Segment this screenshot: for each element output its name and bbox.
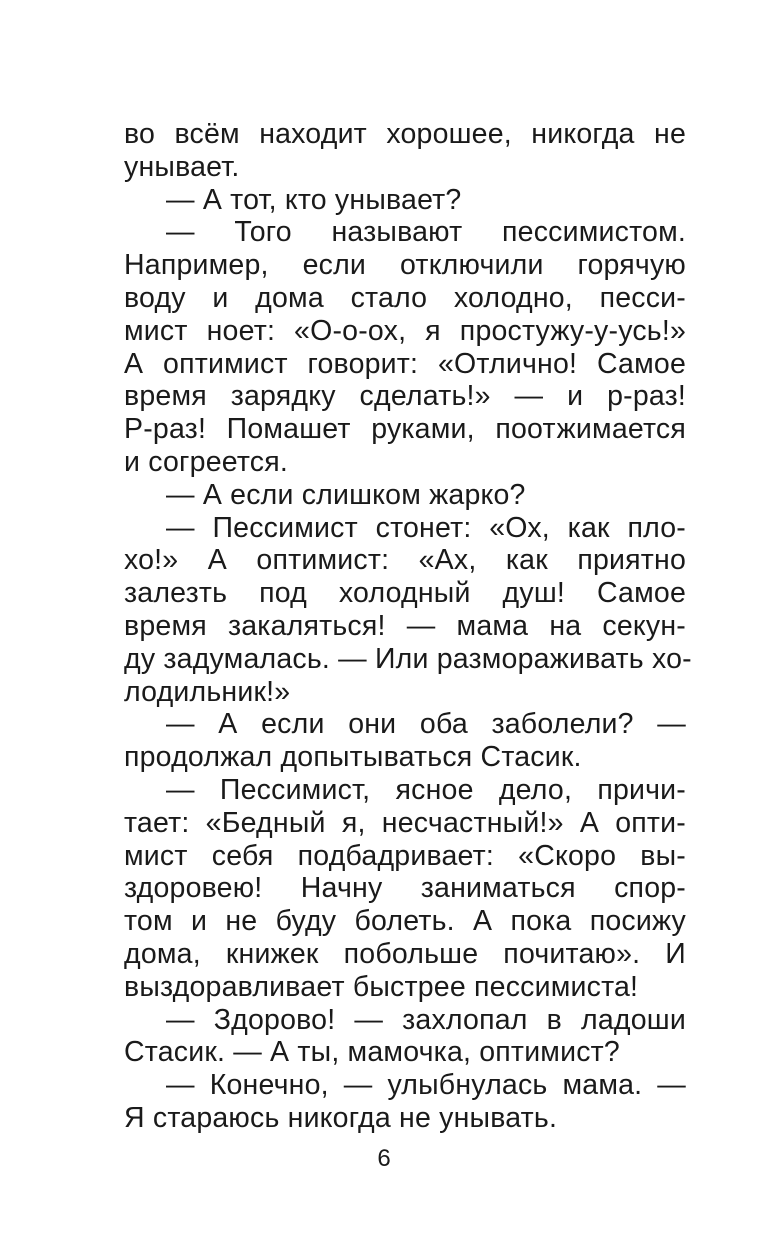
text-line: во всём находит хорошее, никогда не [124,118,686,150]
text-line: выздоравливает быстрее пессимиста! [124,970,639,1003]
text-line: — Того называют пессимистом. [166,216,686,249]
text-line: — А если они оба заболели? — [166,708,686,741]
text-line: Я стараюсь никогда не унывать. [124,1101,558,1134]
text-line: залезть под холодный душ! Самое [124,577,686,610]
text-line: продолжал допытываться Стасик. [124,741,582,774]
text-line: время зарядку сделать!» — и р-раз! [124,380,686,413]
text-line: хо!» А оптимист: «Ах, как приятно [124,544,686,577]
text-line: здоровею! Начну заниматься спор- [124,872,686,905]
body-text [124,118,692,1135]
text-line: — А тот, кто унывает? [166,183,462,216]
text-line: мист ноет: «О-о-ох, я простужу-у-усь!» [124,314,686,347]
text-line: — Пессимист, ясное дело, причи- [166,773,686,806]
text-line: том и не буду болеть. А пока посижу [124,905,686,938]
text-line: Стасик. — А ты, мамочка, оптимист? [124,1036,620,1069]
text-line: Р-раз! Помашет руками, поотжимается [124,413,686,446]
text-line: дома, книжек побольше почитаю». И [124,937,686,970]
text-line: воду и дома стало холодно, песси- [124,281,686,314]
text-line: мист себя подбадривает: «Скоро вы- [124,839,686,872]
text-line: — Конечно, — улыбнулась мама. — [166,1069,686,1102]
text-line: время закаляться! — мама на секун- [124,609,686,642]
text-line: Например, если отключили горячую [124,249,686,282]
text-line: унывает. [124,150,240,183]
text-line: и согреется. [124,445,288,478]
text-line: — Здорово! — захлопал в ладоши [166,1003,686,1036]
text-line: А оптимист говорит: «Отлично! Самое [124,347,686,380]
text-line: тает: «Бедный я, несчастный!» А опти- [124,806,686,839]
text-line: ду задумалась. — Или размораживать хо- [124,642,692,675]
text-line: — Пессимист стонет: «Ох, как пло- [166,511,686,544]
page-number: 6 [377,1145,391,1172]
text-line: лодильник!» [124,675,291,708]
text-line: — А если слишком жарко? [166,478,526,511]
